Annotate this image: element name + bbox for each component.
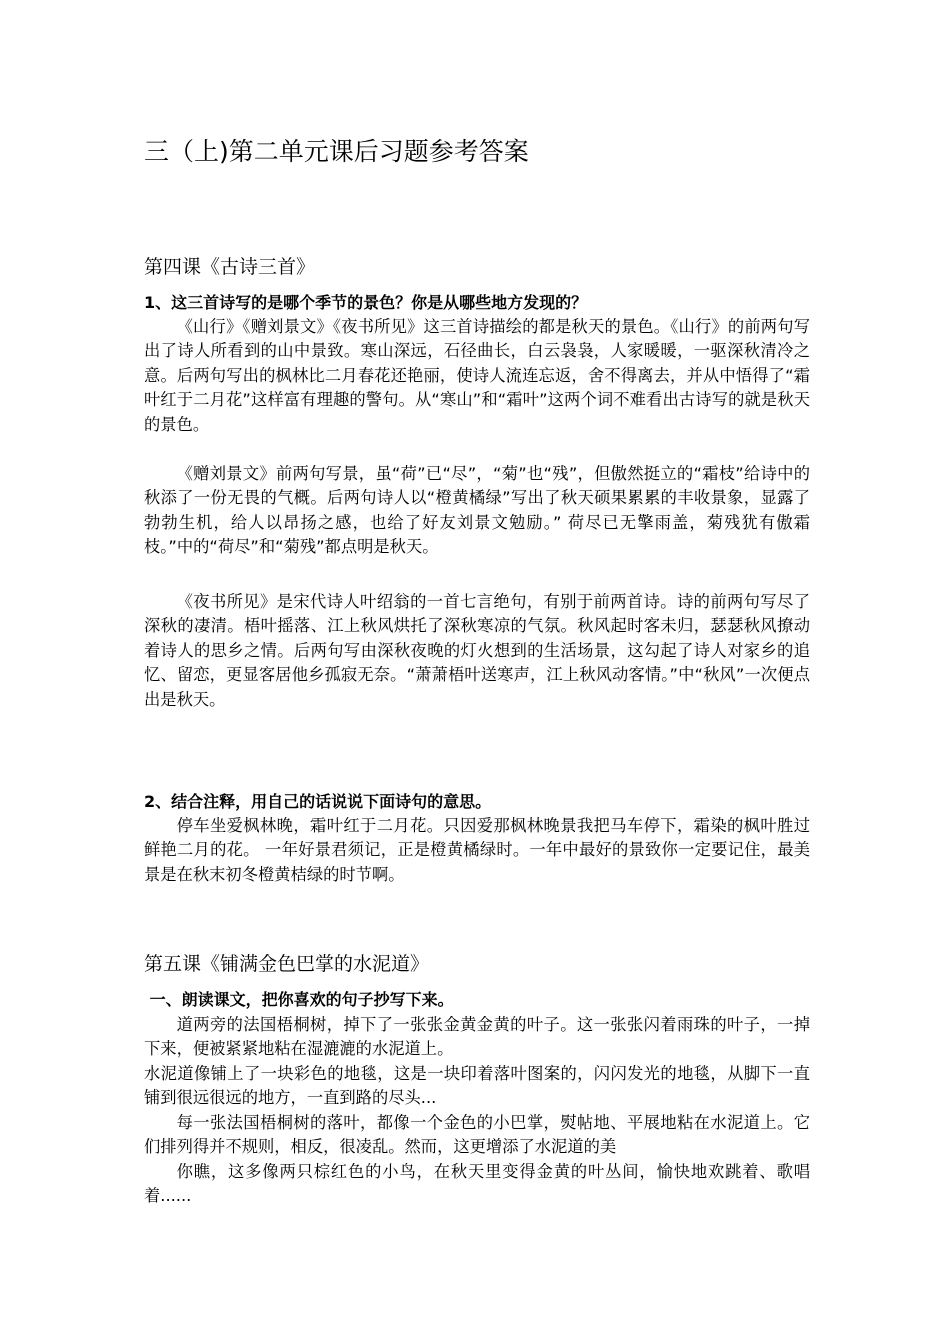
lesson5-heading: 第五课《铺满金色巴掌的水泥道》	[144, 953, 430, 975]
lesson4-heading: 第四课《古诗三首》	[144, 256, 316, 278]
lesson5-answer-sentence-2: 水泥道像铺上了一块彩色的地毯，这是一块印着落叶图案的，闪闪发光的地毯，从脚下一直铺到很远很远的地方，一直到路的尽头...	[144, 1064, 810, 1108]
lesson5-answer-sentence-4: 你瞧，这多像两只棕红色的小鸟，在秋天里变得金黄的叶丛间，愉快地欢跳着、歌唱着......	[144, 1162, 810, 1206]
lesson4-question-2: 2、结合注释，用自己的话说说下面诗句的意思。	[144, 792, 492, 811]
lesson5-answer-sentence-1: 道两旁的法国梧桐树，掉下了一张张金黄金黄的叶子。这一张张闪着雨珠的叶子，一掉下来，便被紧紧地粘在湿漉漉的水泥道上。	[144, 1015, 810, 1059]
lesson4-answer-shanxing: 《山行》《赠刘景文》《夜书所见》这三首诗描绘的都是秋天的景色。《山行》的前两句写出了诗人所看到的山中景致。寒山深远，石径曲长，白云袅袅，人家暖暖，一驱深秋清冷之意。后两句写出的枫林比二月春花还艳丽，使诗人流连忘返，舍不得离去，并从中悟得了“霜叶红于二月花”这样富有理趣的警句。从“寒山”和“霜叶”这两个词不难看出古诗写的就是秋天的景色。	[144, 317, 810, 434]
lesson4-answer-2: 停车坐爱枫林晚，霜叶红于二月花。只因爱那枫林晚景我把马车停下，霜染的枫叶胜过鲜艳二月的花。 一年好景君须记，正是橙黄橘绿时。一年中最好的景致你一定要记住，最美景是在秋末初冬橙黄桔绿的时节啊。	[144, 816, 810, 884]
lesson4-answer-yeshusuojian: 《夜书所见》是宋代诗人叶绍翁的一首七言绝句，有别于前两首诗。诗的前两句写尽了深秋的凄清。梧叶摇落、江上秋风烘托了深秋寒凉的气氛。秋风起时客未归，瑟瑟秋风撩动着诗人的思乡之情。后两句写由深秋夜晚的灯火想到的生活场景，这勾起了诗人对家乡的追忆、留恋，更显客居他乡孤寂无奈。“萧萧梧叶送寒声，江上秋风动客情。”中“秋风”一次便点出是秋天。	[144, 592, 810, 709]
lesson4-question-1: 1、这三首诗写的是哪个季节的景色？你是从哪些地方发现的？	[144, 293, 588, 312]
lesson5-answer-sentence-3: 每一张法国梧桐树的落叶，都像一个金色的小巴掌，熨帖地、平展地粘在水泥道上。它们排列得并不规则，相反，很凌乱。然而，这更增添了水泥道的美	[144, 1113, 810, 1157]
lesson4-answer-zengliujingwen: 《赠刘景文》前两句写景，虽“荷”已“尽”，“菊”也“残”，但傲然挺立的“霜枝”给诗中的秋添了一份无畏的气概。后两句诗人以“橙黄橘绿”写出了秋天硕果累累的丰收景象，显露了勃勃生机，给人以昂扬之感，也给了好友刘景文勉励。” 荷尽已无擎雨盖，菊残犹有傲霜枝。”中的“荷尽”和“菊残”都点明是秋天。	[144, 464, 810, 557]
document-title: 三（上)第二单元课后习题参考答案	[144, 137, 529, 166]
lesson5-question-1: 一、朗读课文，把你喜欢的句子抄写下来。	[144, 990, 454, 1009]
